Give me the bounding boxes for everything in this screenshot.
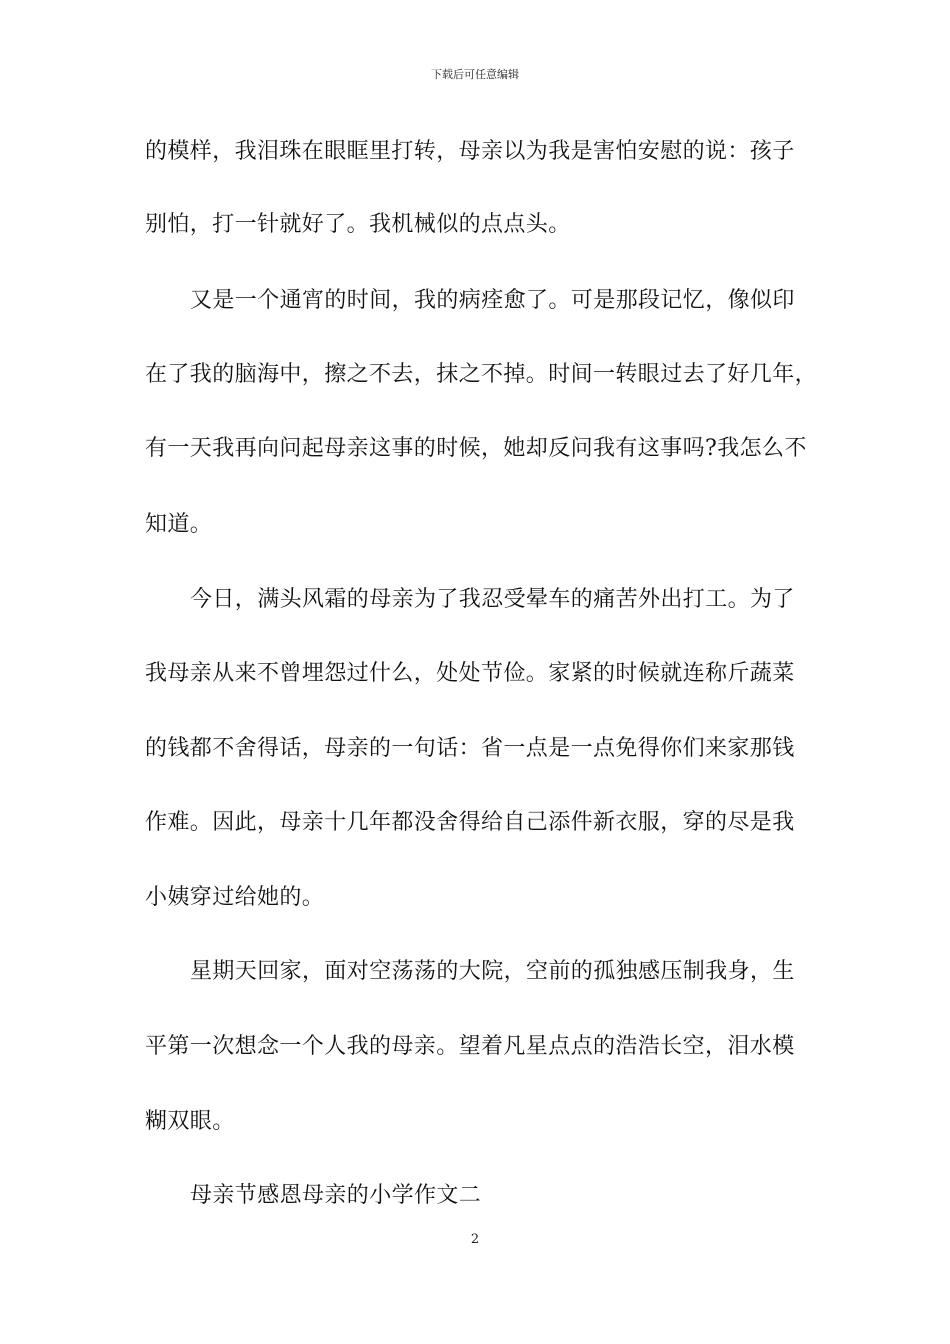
text-line: 我母亲从来不曾埋怨过什么，处处节俭。家紧的时候就连称斤蔬菜 <box>145 661 795 686</box>
text-line: 的模样，我泪珠在眼眶里打转，母亲以为我是害怕安慰的说：孩子 <box>145 139 795 164</box>
text-line: 知道。 <box>145 512 213 537</box>
text-line: 小姨穿过给她的。 <box>145 885 325 910</box>
page-number: 2 <box>470 1232 480 1247</box>
text-line: 糊双眼。 <box>145 1109 235 1134</box>
paragraph-first-line: 今日，满头风霜的母亲为了我忍受晕车的痛苦外出打工。为了 <box>190 587 795 612</box>
text-line: 作难。因此，母亲十几年都没舍得给自己添件新衣服，穿的尽是我 <box>145 810 795 835</box>
text-line: 平第一次想念一个人我的母亲。望着凡星点点的浩浩长空，泪水模 <box>145 1034 795 1059</box>
page-header: 下载后可任意编辑 <box>431 68 519 81</box>
paragraph-first-line: 又是一个通宵的时间，我的病痊愈了。可是那段记忆，像似印 <box>190 288 795 313</box>
text-line: 别怕，打一针就好了。我机械似的点点头。 <box>145 212 571 237</box>
text-line: 在了我的脑海中，擦之不去，抹之不掉。时间一转眼过去了好几年， <box>145 362 818 387</box>
text-line: 有一天我再向问起母亲这事的时候，她却反问我有这事吗?我怎么不 <box>145 436 807 461</box>
section-heading: 母亲节感恩母亲的小学作文二 <box>190 1183 482 1208</box>
text-line: 的钱都不舍得话，母亲的一句话：省一点是一点免得你们来家那钱 <box>145 736 795 761</box>
paragraph-first-line: 星期天回家，面对空荡荡的大院，空前的孤独感压制我身，生 <box>190 959 795 984</box>
